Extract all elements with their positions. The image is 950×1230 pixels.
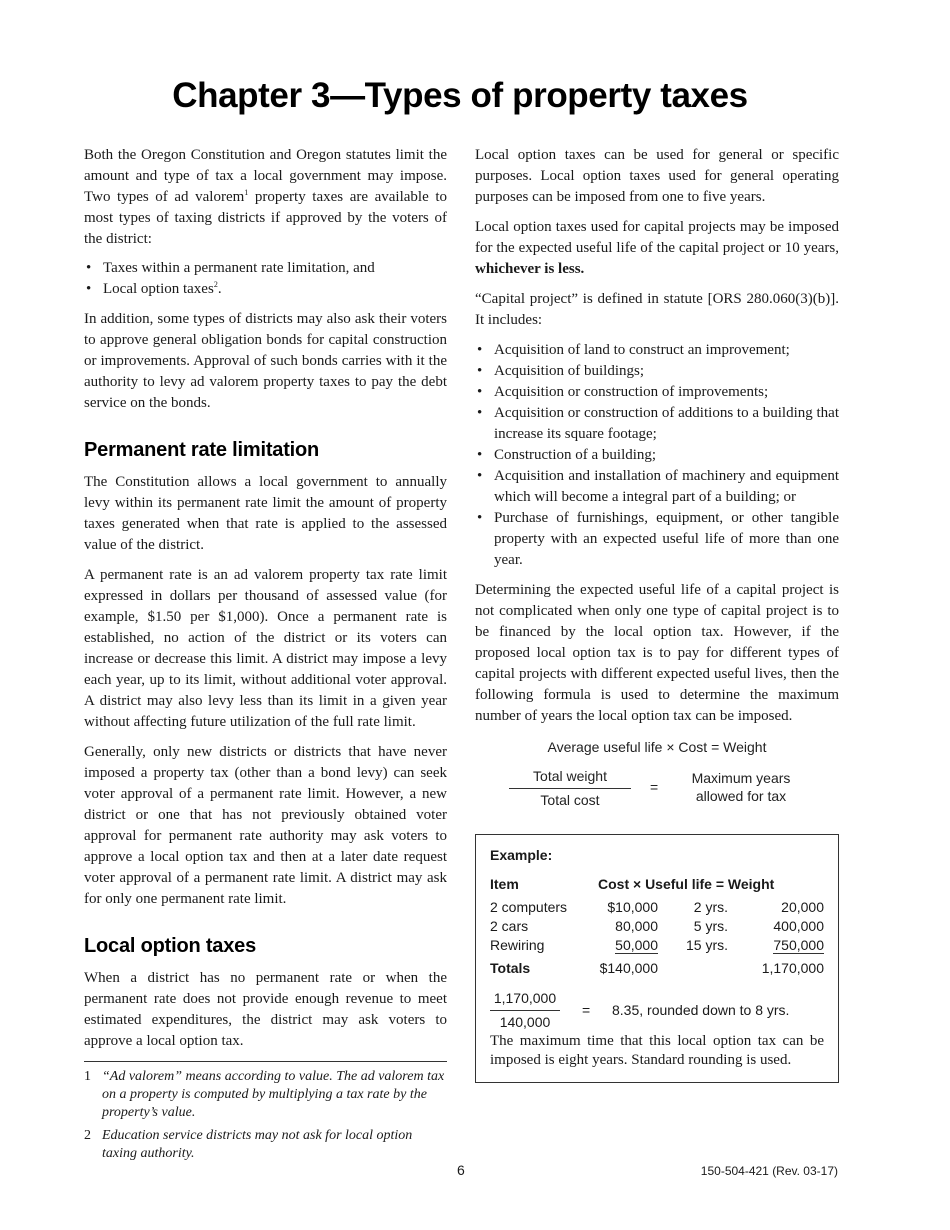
page-number: 6 — [457, 1162, 465, 1178]
calc-equals: = — [582, 1002, 591, 1018]
list-item: • Acquisition of buildings; — [475, 361, 839, 382]
permanent-paragraph-1: The Constitution allows a local government to annually levy within its permanent rate limit the amount of property taxes generated when that rate is applied to the assessed value of the district. — [84, 474, 447, 553]
example-label: Example: — [490, 847, 553, 863]
header-calc: Cost × Useful life = Weight — [598, 876, 775, 892]
list-item: • Taxes within a permanent rate limitation, and — [84, 258, 447, 279]
list-item: • Acquisition or construction of improvements; — [475, 382, 839, 403]
formula-numerator: Total weight — [509, 766, 631, 789]
footnote-divider — [84, 1061, 447, 1062]
footnote-ref-1: 1 — [244, 188, 249, 197]
page-title: Chapter 3—Types of property taxes — [172, 76, 748, 115]
formula-result: Maximum years allowed for tax — [691, 770, 791, 804]
example-calculation — [490, 986, 824, 1032]
list-item: • Acquisition of land to construct an improvement; — [475, 340, 839, 361]
capital-project-list — [475, 340, 839, 571]
list-item: • Purchase of furnishings, equipment, or other tangible property with an expected useful life of more than one year. — [475, 508, 839, 571]
table-row: 2 cars 80,000 5 yrs. 400,000 — [490, 918, 824, 934]
example-conclusion: The maximum time that this local option tax can be imposed is eight years. Standard rounding is used. — [490, 1033, 824, 1068]
list-item: • Acquisition and installation of machinery and equipment which will become a integral part of a building; or — [475, 466, 839, 508]
footnote-ref-2: 2 — [213, 280, 218, 289]
weight-formula: Average useful life × Cost = Weight — [547, 739, 767, 755]
permanent-paragraph-3: Generally, only new districts or districts that have never imposed a property tax (other than a bond levy) can seek voter approval of a permanent rate limit. However, a new district or one that has not previously obtained voter approval for permanent rate authority may ask voters to approve a local option tax and then at a later date request voter approval of a permanent rate limit. A district may ask for only one permanent rate limit. — [84, 744, 447, 907]
capital-projects-paragraph: Local option taxes used for capital projects may be imposed for the expected useful life of the capital project or 10 years, whichever is less. — [475, 219, 839, 277]
permanent-rate-heading: Permanent rate limitation — [84, 439, 320, 461]
capital-project-definition: “Capital project” is defined in statute [ORS 280.060(3)(b)]. It includes: — [475, 291, 839, 328]
list-item: • Local option taxes$^2$. — [84, 279, 447, 300]
tax-types-list — [84, 258, 447, 300]
table-row: 2 computers $10,000 2 yrs. 20,000 — [490, 899, 824, 915]
header-item: Item — [490, 876, 519, 892]
footnote-2: 2 Education service districts may not ask for local option taxing authority. — [84, 1128, 413, 1161]
calc-result: 8.35, rounded down to 8 yrs. — [612, 1002, 790, 1018]
list-item: • Acquisition or construction of additions to a building that increase its square footage; — [475, 403, 839, 445]
table-header-row — [490, 875, 824, 898]
form-number: 150-504-421 (Rev. 03-17) — [700, 1164, 838, 1178]
example-box — [475, 834, 839, 1083]
calc-numerator: 1,170,000 — [490, 988, 560, 1011]
example-table — [490, 875, 824, 978]
right-column — [475, 145, 839, 1083]
footnote-1: 1 “Ad valorem” means according to value. The ad valorem tax on a property is computed by multiplying a tax rate by the property’s value. — [84, 1069, 445, 1120]
totals-row: Totals $140,000 1,170,000 — [490, 960, 824, 976]
calc-denominator: 140,000 — [499, 1014, 551, 1030]
list-item: • Construction of a building; — [475, 445, 839, 466]
bonds-paragraph: In addition, some types of districts may also ask their voters to approve general obligation bonds for capital construction or improvements. Approval of such bonds carries with it the authority to levy ad valorem property taxes to pay the debt service on the bonds. — [84, 311, 447, 411]
formula-denominator: Total cost — [540, 792, 600, 808]
left-column — [84, 145, 447, 1168]
table-row: Rewiring 50,000 15 yrs. 750,000 — [490, 937, 824, 953]
local-option-purposes-paragraph: Local option taxes can be used for general or specific purposes. Local option taxes used for general operating purposes can be imposed from one to five years. — [475, 147, 839, 205]
intro-paragraph: Both the Oregon Constitution and Oregon statutes limit the amount and type of tax a local government may impose. Two types of ad valorem$^1$ property taxes are available to most types of taxing districts if approved by the voters of the district: — [84, 147, 447, 247]
local-option-paragraph: When a district has no permanent rate or when the permanent rate does not provide enough revenue to meet estimated expenditures, the district may ask voters to approve a local option tax. — [84, 970, 447, 1049]
permanent-paragraph-2: A permanent rate is an ad valorem property tax rate limit expressed in dollars per thousand of assessed value (for example, $1.50 per $1,000). Once a permanent rate is established, no action of the district or its voters can increase or decrease this limit. A district may impose a levy each year, up to its limit, without additional voter approval. A district may also levy less than its limit in a given year without affecting future utilization of the full rate limit. — [84, 567, 447, 730]
useful-life-paragraph: Determining the expected useful life of a capital project is not complicated when only one type of capital project is to be financed by the local option tax. However, if the proposed local option tax is to pay for different types of capital projects with different expected useful lives, then the following formula is used to determine the maximum number of years the local option tax can be imposed. — [475, 582, 839, 724]
local-option-heading: Local option taxes — [84, 935, 256, 957]
formula-equals: = — [650, 779, 659, 795]
max-years-formula — [475, 764, 839, 814]
